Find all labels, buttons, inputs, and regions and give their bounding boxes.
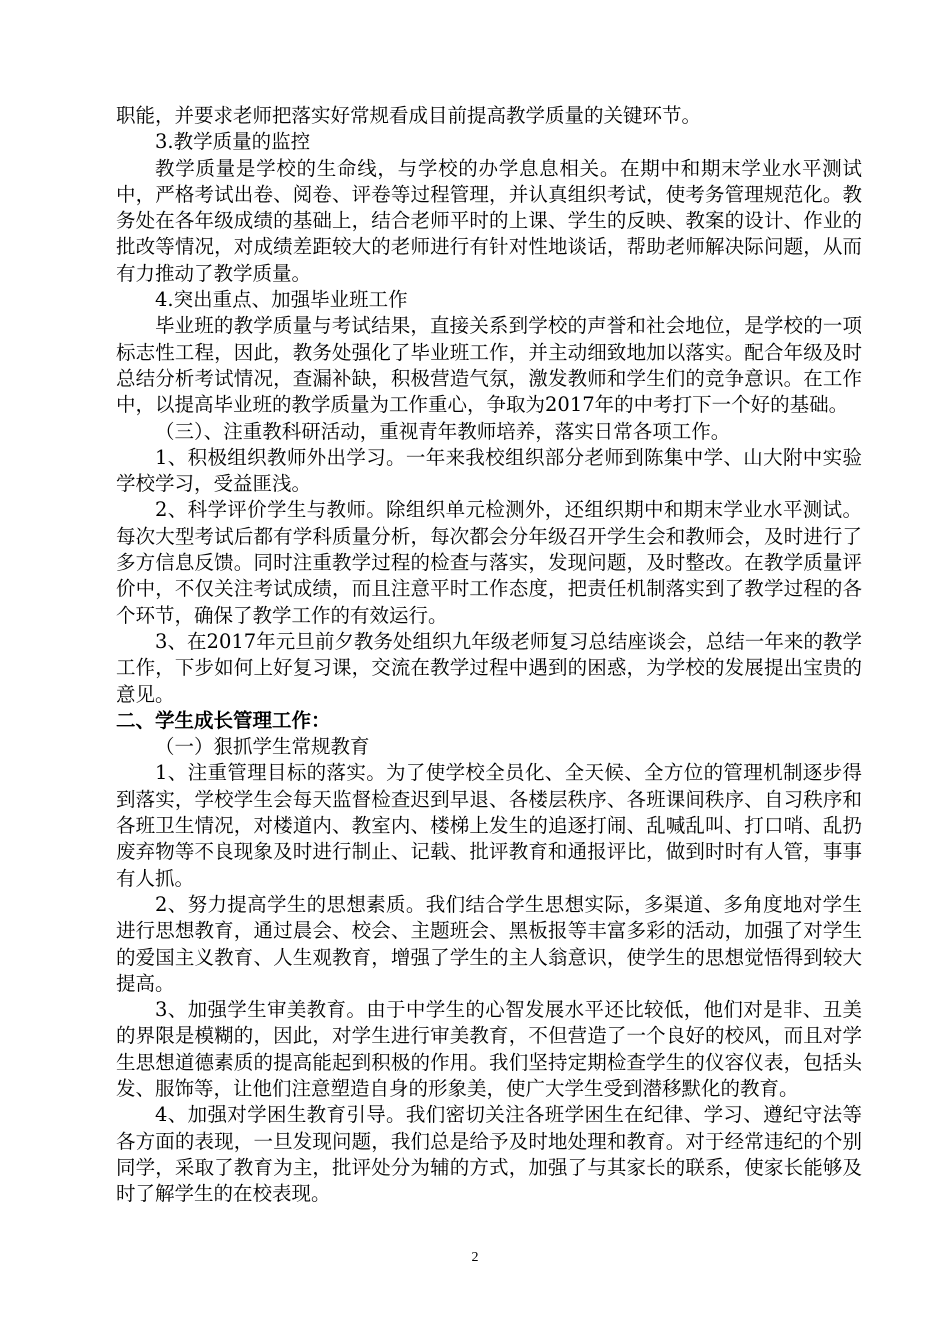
subheading: （一）狠抓学生常规教育 <box>155 735 370 759</box>
subheading: （三）、注重教科研活动，重视青年教师培养，落实日常各项工作。 <box>155 419 731 443</box>
paragraph: 教学质量是学校的生命线，与学校的办学息息相关。在期中和期末学业水平测试中，严格考试出卷、阅卷、评卷等过程管理，并认真组织考试，使考务管理规范化。教务处在各年级成绩的基础上，结合老师平时的上课、学生的反映、教案的设计、作业的批改等情况，对成绩差距较大的老师进行有针对性地谈话，帮助老师解决际问题，从而有力推动了教学质量。 <box>116 156 862 285</box>
paragraph: 毕业班的教学质量与考试结果，直接关系到学校的声誉和社会地位，是学校的一项标志性工程，因此，教务处强化了毕业班工作，并主动细致地加以落实。配合年级及时总结分析考试情况，查漏补缺，积极营造气氛，激发教师和学生们的竞争意识。在工作中，以提高毕业班的教学质量为工作重心，争取为2017年的中考打下一个好的基础。 <box>116 314 862 417</box>
paragraph: 1、积极组织教师外出学习。一年来我校组织部分老师到陈集中学、山大附中实验学校学习，受益匪浅。 <box>116 445 862 496</box>
page-number: 2 <box>471 1250 479 1265</box>
paragraph: 3、加强学生审美教育。由于中学生的心智发展水平还比较低，他们对是非、丑美的界限是模糊的，因此，对学生进行审美教育，不但营造了一个良好的校风，而且对学生思想道德素质的提高能起到积极的作用。我们坚持定期检查学生的仪容仪表，包括头发、服饰等，让他们注意塑造自身的形象美，使广大学生受到潜移默化的教育。 <box>116 998 862 1100</box>
document-body <box>116 103 862 1207</box>
subheading: 3.教学质量的监控 <box>155 130 311 154</box>
paragraph: 4、加强对学困生教育引导。我们密切关注各班学困生在纪律、学习、遵纪守法等各方面的表现，一旦发现问题，我们总是给予及时地处理和教育。对于经常违纪的个别同学，采取了教育为主，批评处分为辅的方式，加强了与其家长的联系，使家长能够及时了解学生的在校表现。 <box>116 1103 862 1206</box>
paragraph: 3、在2017年元旦前夕教务处组织九年级老师复习总结座谈会，总结一年来的教学工作，下步如何上好复习课，交流在教学过程中遇到的困惑，为学校的发展提出宝贵的意见。 <box>116 629 862 706</box>
paragraph: 职能，并要求老师把落实好常规看成目前提高教学质量的关键环节。 <box>116 104 702 127</box>
paragraph: 2、科学评价学生与教师。除组织单元检测外，还组织期中和期末学业水平测试。每次大型考试后都有学科质量分析，每次都会分年级召开学生会和教师会，及时进行了多方信息反馈。同时注重教学过程的检查与落实，发现问题，及时整改。在教学质量评价中，不仅关注考试成绩，而且注意平时工作态度，把责任机制落实到了教学过程的各个环节，确保了教学工作的有效运行。 <box>116 498 862 627</box>
section-heading: 二、学生成长管理工作： <box>116 708 331 732</box>
paragraph: 2、努力提高学生的思想素质。我们结合学生思想实际，多渠道、多角度地对学生进行思想教育，通过晨会、校会、主题班会、黑板报等丰富多彩的活动，加强了对学生的爱国主义教育、人生观教育，增强了学生的主人翁意识，使学生的思想觉悟得到较大提高。 <box>116 892 862 995</box>
subheading: 4.突出重点、加强毕业班工作 <box>155 288 408 312</box>
paragraph: 1、注重管理目标的落实。为了使学校全员化、全天候、全方位的管理机制逐步得到落实，学校学生会每天监督检查迟到早退、各楼层秩序、各班课间秩序、自习秩序和各班卫生情况，对楼道内、教室内、楼梯上发生的追逐打闹、乱喊乱叫、打口哨、乱扔废弃物等不良现象及时进行制止、记载、批评教育和通报评比，做到时时有人管，事事有人抓。 <box>116 761 862 890</box>
